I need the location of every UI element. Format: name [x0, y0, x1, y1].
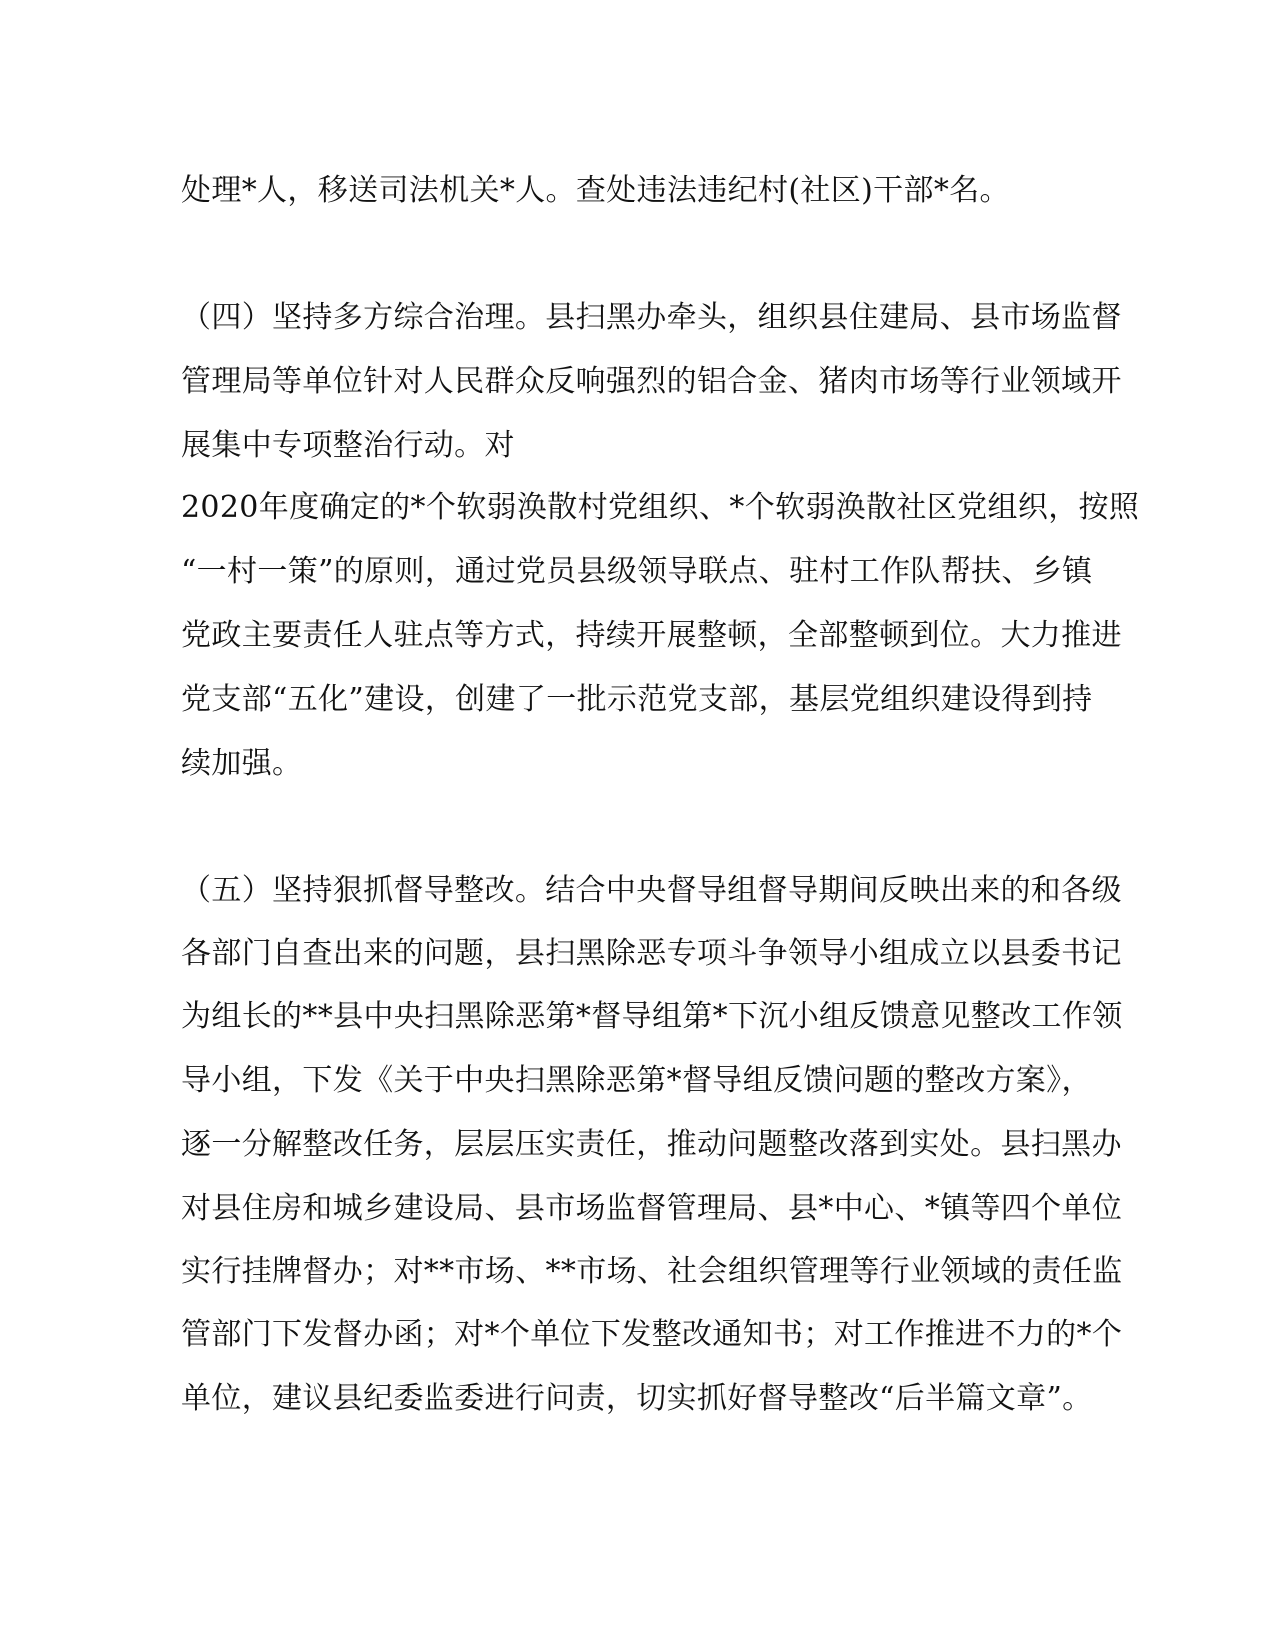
- text-line: 导小组，下发《关于中央扫黑除恶第*督导组反馈问题的整改方案》，: [181, 1063, 1092, 1098]
- paragraph-4-heading-line: （四）坚持多方综合治理。县扫黑办牵头，组织县住建局、县市场监督: [181, 300, 1122, 335]
- text-line: 逐一分解整改任务，层层压实责任，推动问题整改落到实处。县扫黑办: [181, 1127, 1122, 1162]
- text-line: 对县住房和城乡建设局、县市场监督管理局、县*中心、*镇等四个单位: [181, 1191, 1123, 1226]
- text-line: 续加强。: [181, 746, 303, 781]
- text-line: 实行挂牌督办；对**市场、**市场、社会组织管理等行业领域的责任监: [181, 1254, 1123, 1289]
- text-line: 展集中专项整治行动。对: [181, 428, 515, 463]
- text-line: 处理*人，移送司法机关*人。查处违法违纪村(社区)干部*名。: [181, 173, 1010, 208]
- text-line: 党支部“五化”建设，创建了一批示范党支部，基层党组织建设得到持: [181, 682, 1093, 717]
- text-line: 管部门下发督办函；对*个单位下发整改通知书；对工作推进不力的*个: [181, 1317, 1123, 1352]
- text-line: 党政主要责任人驻点等方式，持续开展整顿，全部整顿到位。大力推进: [181, 618, 1122, 653]
- text-line: 各部门自查出来的问题，县扫黑除恶专项斗争领导小组成立以县委书记: [181, 936, 1122, 971]
- text-line: 管理局等单位针对人民群众反响强烈的铝合金、猪肉市场等行业领域开: [181, 364, 1122, 399]
- text-line: 单位，建议县纪委监委进行问责，切实抓好督导整改“后半篇文章”。: [181, 1381, 1093, 1416]
- text-line: “一村一策”的原则，通过党员县级领导联点、驻村工作队帮扶、乡镇: [181, 554, 1093, 589]
- paragraph-5-heading-line: （五）坚持狠抓督导整改。结合中央督导组督导期间反映出来的和各级: [181, 873, 1122, 908]
- text-line: 2020年度确定的*个软弱涣散村党组织、*个软弱涣散社区党组织，按照: [181, 490, 1140, 525]
- text-line: 为组长的**县中央扫黑除恶第*督导组第*下沉小组反馈意见整改工作领: [181, 999, 1123, 1034]
